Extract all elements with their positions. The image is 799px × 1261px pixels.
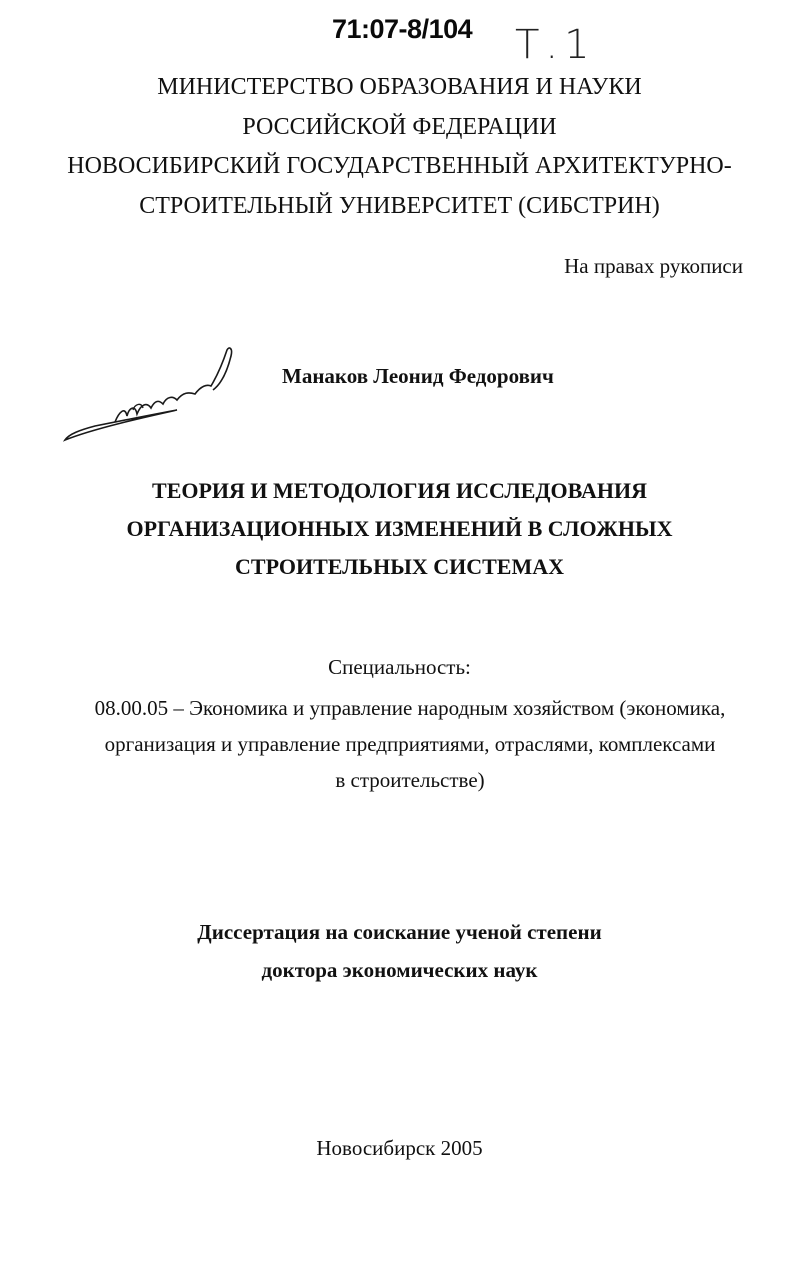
- author-name: Манаков Леонид Федорович: [282, 364, 554, 388]
- archive-stamp-code: 71:07-8/104: [332, 14, 473, 44]
- specialty-description: [60, 690, 760, 798]
- author-signature: [55, 344, 240, 448]
- organization-header: [0, 68, 799, 226]
- place-and-year: Новосибирск 2005: [316, 1136, 483, 1160]
- title-line: СТРОИТЕЛЬНЫХ СИСТЕМАХ: [235, 554, 564, 579]
- organization-line: МИНИСТЕРСТВО ОБРАЗОВАНИЯ И НАУКИ: [157, 74, 642, 100]
- degree-statement: [0, 913, 799, 989]
- manuscript-rights-note: На правах рукописи: [564, 254, 743, 278]
- organization-line: РОССИЙСКОЙ ФЕДЕРАЦИИ: [242, 113, 557, 140]
- specialty-line: 08.00.05 – Экономика и управление народным хозяйством (экономика,: [94, 696, 726, 720]
- dissertation-title: [0, 472, 799, 586]
- organization-line: НОВОСИБИРСКИЙ ГОСУДАРСТВЕННЫЙ АРХИТЕКТУРНО-: [67, 153, 732, 179]
- specialty-line: в строительстве): [335, 768, 485, 792]
- handwritten-volume-note: Т.1: [515, 22, 596, 68]
- organization-line: СТРОИТЕЛЬНЫЙ УНИВЕРСИТЕТ (СИБСТРИН): [139, 192, 660, 219]
- specialty-line: организация и управление предприятиями, отраслями, комплексами: [104, 732, 716, 756]
- specialty-label: Специальность:: [328, 655, 471, 679]
- title-line: ОРГАНИЗАЦИОННЫХ ИЗМЕНЕНИЙ В СЛОЖНЫХ: [126, 516, 673, 541]
- degree-line: Диссертация на соискание ученой степени: [197, 920, 602, 944]
- degree-line: доктора экономических наук: [261, 958, 538, 982]
- title-line: ТЕОРИЯ И МЕТОДОЛОГИЯ ИССЛЕДОВАНИЯ: [152, 478, 647, 503]
